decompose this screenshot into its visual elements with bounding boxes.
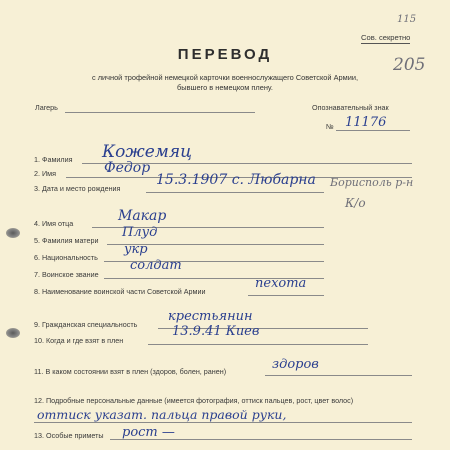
- id-tag-label: Опознавательный знак: [312, 103, 389, 112]
- field-value-profession: крестьянин: [168, 309, 253, 324]
- field-value-personal-data: оттиск указат. пальца правой руки,: [37, 407, 287, 422]
- classification-label: Сов. секретно: [361, 33, 411, 42]
- id-no-line: [336, 130, 410, 131]
- field-label-nationality: 6. Национальность: [34, 253, 98, 262]
- field-label-name: 2. Имя: [34, 169, 56, 178]
- field-line-condition: [265, 375, 412, 376]
- field-label-rank: 7. Воинское звание: [34, 270, 99, 279]
- field-value-birth: 15.3.1907 с. Любарна: [156, 172, 316, 188]
- id-no-label: №: [326, 122, 334, 131]
- field-label-personal-data: 12. Подробные персональные данные (имеется фотография, оттиск пальцев, рост, цвет волос): [34, 396, 354, 405]
- field-value-rank: солдат: [130, 258, 182, 273]
- field-value-name: Федор: [104, 160, 151, 176]
- field-value-father: Макар: [118, 208, 167, 224]
- document-subtitle-line1: с личной трофейной немецкой карточки военнослужащего Советской Армии,: [91, 73, 359, 82]
- camp-line: [65, 112, 255, 113]
- field-value-surname: Кожемяц: [102, 142, 192, 162]
- field-value-birth-region: К/о: [345, 196, 366, 210]
- field-value-nationality: укр: [124, 242, 148, 257]
- field-line-personal-data: [34, 422, 412, 423]
- field-label-features: 13. Особые приметы: [34, 431, 104, 440]
- field-label-condition: 11. В каком состоянии взят в плен (здоров, болен, ранен): [34, 367, 227, 376]
- field-value-features: рост —: [122, 425, 175, 440]
- field-label-profession: 9. Гражданская специальность: [34, 320, 138, 329]
- field-label-birth: 3. Дата и место рождения: [34, 184, 121, 193]
- field-line-birth: [146, 192, 324, 193]
- field-value-mother: Плуд: [122, 225, 158, 240]
- corner-number: 115: [397, 14, 417, 25]
- punch-hole-lower: [6, 328, 20, 338]
- field-value-unit: пехота: [255, 276, 307, 291]
- punch-hole-upper: [6, 228, 20, 238]
- field-label-mother: 5. Фамилия матери: [34, 236, 99, 245]
- field-value-birth-district: Борисполь р-н: [330, 176, 414, 189]
- id-no-value: 11176: [345, 115, 387, 130]
- document-subtitle-line2: бывшего в немецком плену.: [177, 83, 273, 92]
- document-title: ПЕРЕВОД: [177, 46, 273, 63]
- pencil-number: 205: [393, 55, 426, 75]
- camp-label: Лагерь: [35, 103, 58, 112]
- field-label-surname: 1. Фамилия: [34, 155, 73, 164]
- field-label-captured: 10. Когда и где взят в плен: [34, 336, 124, 345]
- field-line-captured: [148, 344, 368, 345]
- field-value-captured: 13.9.41 Киев: [172, 324, 260, 339]
- field-label-father: 4. Имя отца: [34, 219, 74, 228]
- field-value-condition: здоров: [272, 357, 319, 372]
- field-line-unit: [248, 295, 324, 296]
- field-label-unit: 8. Наименование воинской части Советской Армии: [34, 287, 206, 296]
